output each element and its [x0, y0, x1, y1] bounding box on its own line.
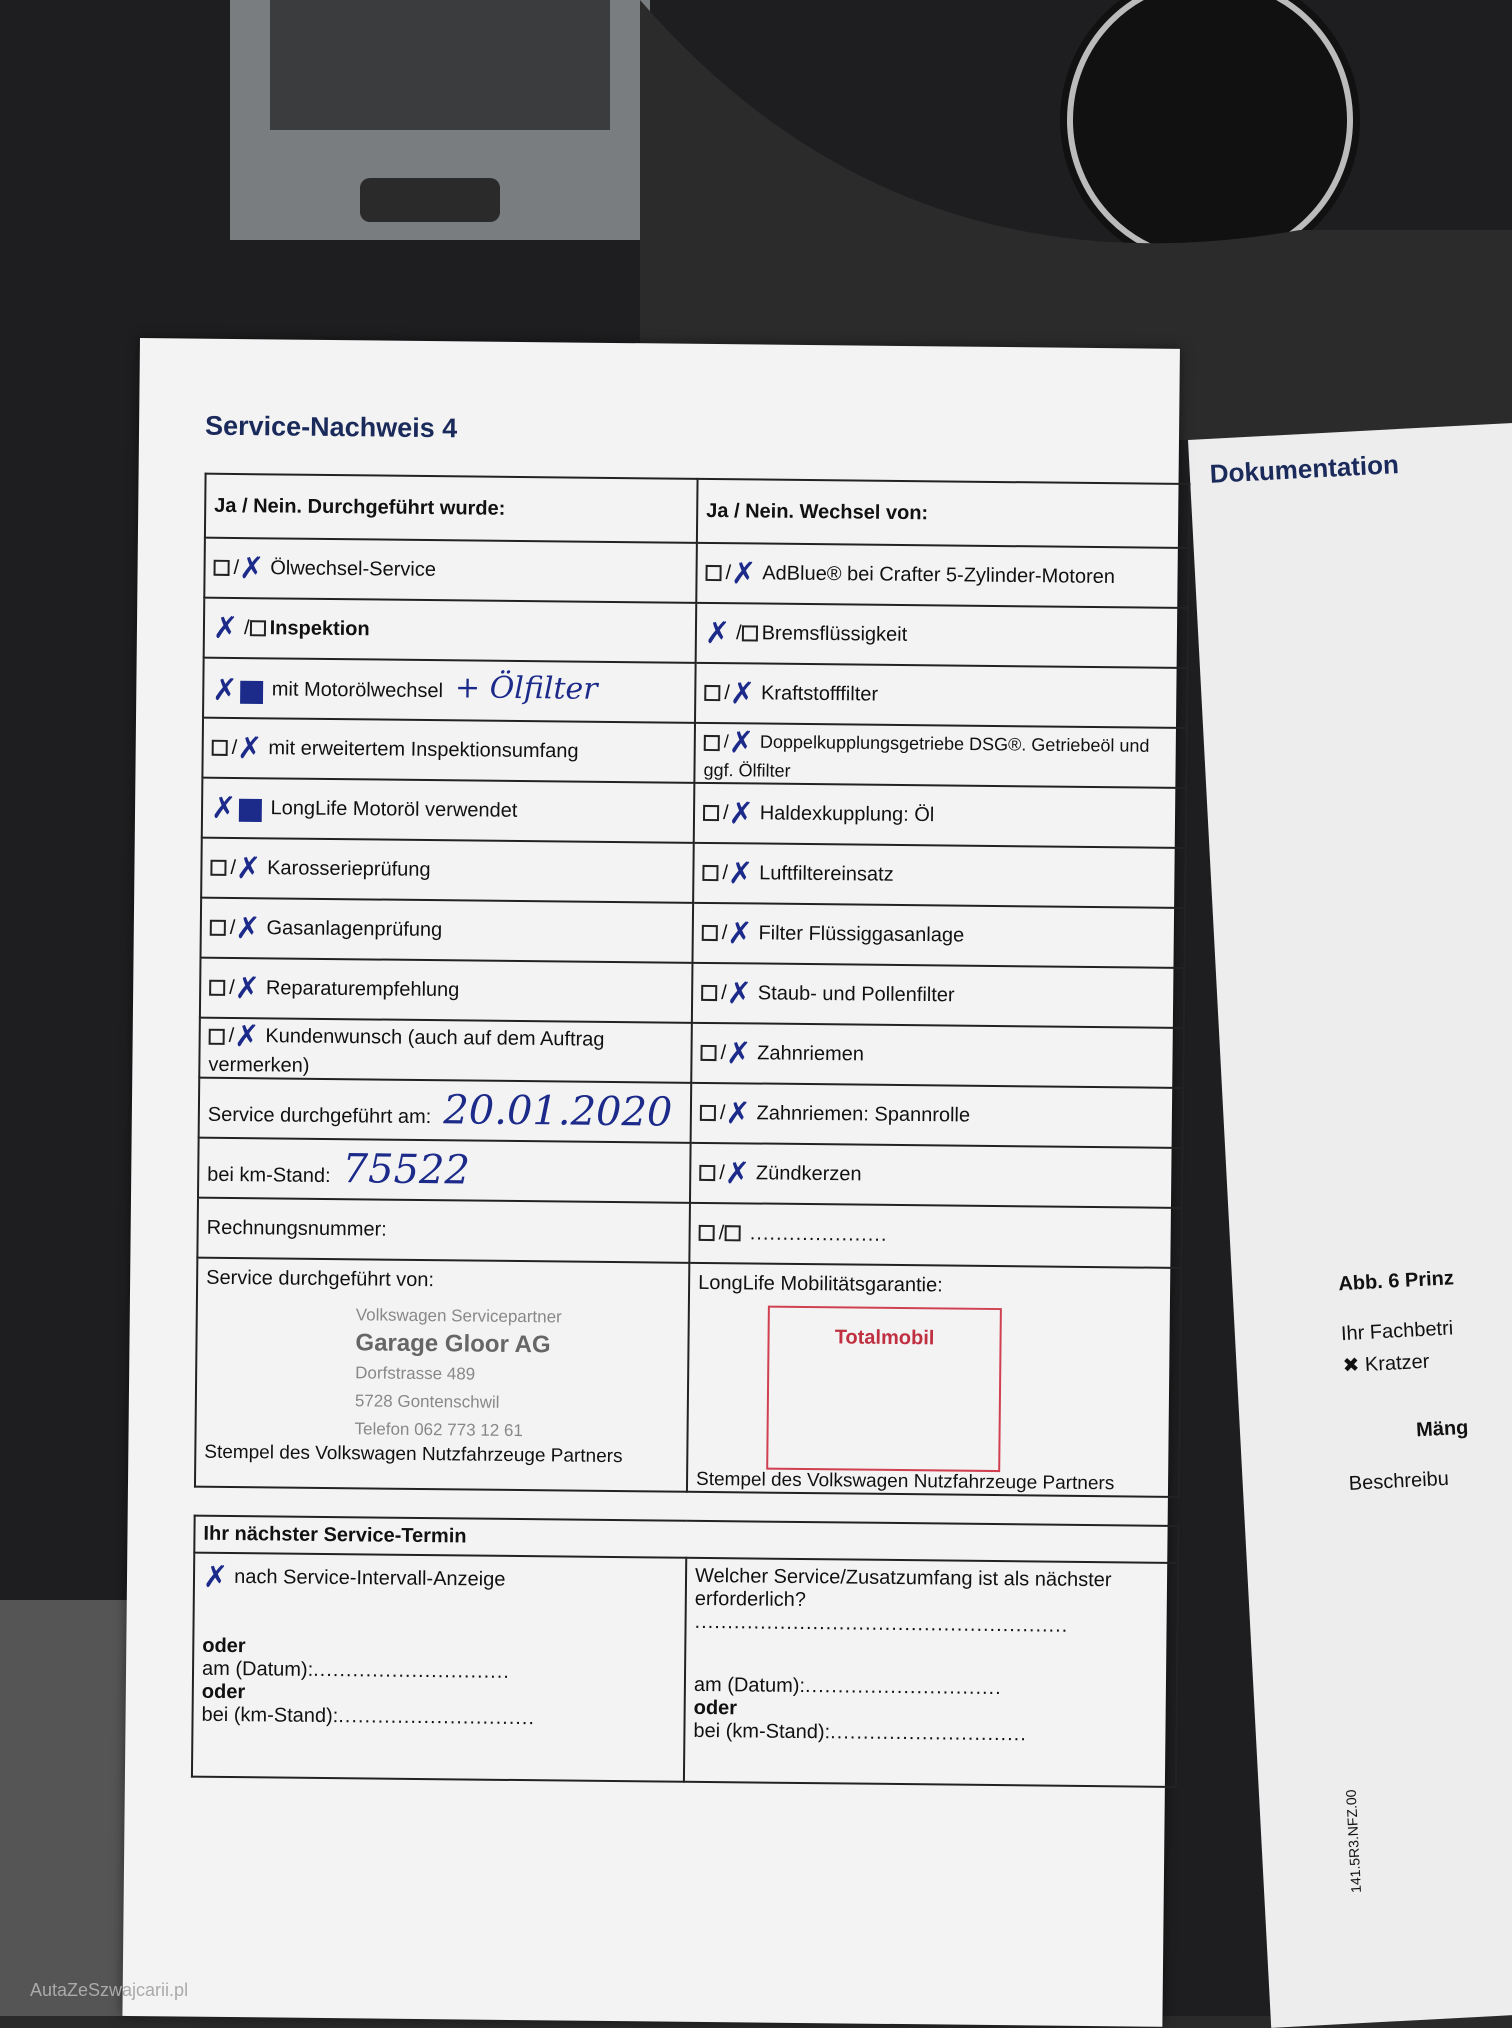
left-row: ✗■ LongLife Motoröl verwendet — [202, 778, 695, 843]
maengel-text: Mäng — [1415, 1416, 1469, 1442]
right-row: /✗ Luftfiltereinsatz — [693, 843, 1186, 908]
longlife-cell: LongLife Mobilitätsgarantie: Totalmobil Stempel des Volkswagen Nutzfahrzeuge Partners — [687, 1263, 1181, 1497]
check-mark-icon: ✗ — [234, 1019, 260, 1055]
check-mark-icon: ✗ — [704, 615, 731, 651]
fachbetrieb-text: Ihr Fachbetri — [1340, 1317, 1454, 1346]
check-mark-icon: ✗ — [725, 1035, 752, 1071]
checkbox-icon — [705, 565, 721, 581]
checkbox-icon — [702, 865, 718, 881]
left-row: /✗ mit erweitertem Inspektionsumfang — [202, 718, 695, 783]
service-booklet-page — [122, 338, 1180, 2027]
check-mark-icon: ✗ — [727, 915, 753, 951]
check-mark-icon: ✗ — [727, 855, 754, 891]
left-row: /✗ Reparaturempfehlung — [200, 958, 693, 1023]
checkbox-icon — [701, 985, 717, 1001]
totalmobil-stamp: Totalmobil — [766, 1306, 1002, 1472]
right-row: /✗ Zahnriemen: Spannrolle — [691, 1083, 1184, 1148]
right-row: /✗ Zündkerzen — [690, 1143, 1183, 1208]
checkbox-icon — [699, 1165, 715, 1181]
check-mark-icon: ✗ — [728, 795, 754, 831]
checkbox-icon — [700, 1045, 716, 1061]
kratzer-text: ✖ Kratzer — [1342, 1350, 1430, 1378]
check-mark-icon: ✗ — [729, 675, 756, 711]
checkbox-icon — [699, 1225, 715, 1241]
check-mark-icon: ✗ — [238, 550, 265, 586]
right-row: ✗ / Bremsflüssigkeit — [696, 603, 1189, 668]
check-mark-icon: ✗ — [235, 850, 262, 886]
handwritten-km: 75522 — [342, 1146, 471, 1194]
check-mark-icon: ✗■ — [212, 672, 266, 708]
checkbox-icon — [209, 980, 225, 996]
right-row: /✗ Kraftstofffilter — [695, 663, 1188, 728]
next-service-title: Ihr nächster Service-Termin — [194, 1516, 1178, 1563]
stamp-footer: Stempel des Volkswagen Nutzfahrzeuge Partners — [695, 1468, 1115, 1495]
beschreibung-text: Beschreibu — [1348, 1467, 1450, 1495]
handwritten-oil-filter: + Ölfilter — [454, 670, 598, 708]
left-row: /✗ Karosserieprüfung — [201, 838, 694, 903]
col1-header: Ja / Nein. Durchgeführt wurde: — [205, 474, 698, 543]
watermark: AutaZeSzwajcarii.pl — [30, 1980, 189, 2000]
check-mark-icon: ✗■ — [210, 790, 265, 826]
checkbox-icon — [210, 860, 226, 876]
check-mark-icon: ✗ — [724, 1155, 751, 1191]
checkbox-icon — [209, 1028, 225, 1044]
check-mark-icon: ✗ — [202, 1559, 229, 1595]
stamp-footer: Stempel des Volkswagen Nutzfahrzeuge Partners — [204, 1441, 623, 1468]
dealer-stamp: Volkswagen Servicepartner Garage Gloor AG Dorfstrasse 489 5728 Gontenschwil Telefon 062 773 12 61 — [354, 1305, 562, 1441]
checkbox-icon — [700, 1105, 716, 1121]
dealer-stamp-cell: Service durchgeführt von: Volkswagen Servicepartner Garage Gloor AG Dorfstrasse 489 5728 Gontenschwil Telefon 062 773 12 61 Stempel des Volkswagen Nutzfahrzeuge Partners — [195, 1258, 689, 1492]
check-mark-icon: ✗ — [725, 1095, 751, 1131]
check-mark-icon: ✗ — [212, 610, 239, 646]
left-row: /✗ Ölwechsel-Service — [204, 538, 697, 603]
checkbox-icon — [703, 805, 719, 821]
page-title: Service-Nachweis 4 — [204, 410, 458, 444]
km-row: bei km-Stand: 75522 — [198, 1138, 691, 1203]
right-row: /✗ Staub- und Pollenfilter — [692, 963, 1185, 1028]
checkbox-icon — [250, 620, 266, 636]
check-mark-icon: ✗ — [726, 975, 753, 1011]
handwritten-date: 20.01.2020 — [443, 1087, 673, 1136]
check-mark-icon: ✗ — [234, 970, 261, 1006]
check-mark-icon: ✗ — [730, 555, 757, 591]
check-mark-icon: ✗ — [235, 910, 261, 946]
next-service-left: ✗ nach Service-Intervall-Anzeige oder am (Datum):.............................. oder bei (km-Stand):.............................. — [192, 1553, 686, 1782]
checkbox-icon — [702, 925, 718, 941]
left-row: ✗■ mit Motorölwechsel + Ölfilter — [203, 658, 696, 723]
checkbox-icon — [210, 920, 226, 936]
col2-header: Ja / Nein. Wechsel von: — [697, 479, 1190, 548]
right-page-title: Dokumentation — [1209, 449, 1400, 489]
checkbox-icon — [724, 1225, 740, 1241]
right-row: /✗ Doppelkupplungsgetriebe DSG®. Getriebeöl und ggf. Ölfilter — [694, 723, 1187, 788]
right-row-empty: / ..................... — [689, 1203, 1182, 1268]
left-row: ✗ / Inspektion — [204, 598, 697, 663]
right-row: /✗ AdBlue® bei Crafter 5-Zylinder-Motoren — [696, 543, 1189, 608]
service-table — [194, 473, 1191, 1498]
doc-code: 141.5R3.NFZ.00 — [1342, 1789, 1365, 1894]
checkbox-icon — [704, 685, 720, 701]
check-mark-icon: ✗ — [728, 725, 755, 761]
checkbox-icon — [742, 625, 758, 641]
next-service-right: Welcher Service/Zusatzumfang ist als nächster erforderlich? ......................................................... am (Datum):.............................. oder bei (km-Stand):.............................. — [684, 1558, 1178, 1787]
invoice-row: Rechnungsnummer: — [197, 1198, 690, 1263]
right-row: /✗ Haldexkupplung: Öl — [694, 783, 1187, 848]
check-mark-icon: ✗ — [237, 730, 263, 766]
left-row: /✗ Gasanlagenprüfung — [201, 898, 694, 963]
checkbox-icon — [214, 560, 230, 576]
left-row: /✗ Kundenwunsch (auch auf dem Auftrag vermerken) — [199, 1018, 692, 1083]
checkbox-icon — [212, 740, 228, 756]
service-date-row: Service durchgeführt am: 20.01.2020 — [199, 1078, 692, 1143]
right-row: /✗ Filter Flüssiggasanlage — [692, 903, 1185, 968]
checkbox-icon — [704, 734, 720, 750]
right-row: /✗ Zahnriemen — [691, 1023, 1184, 1088]
figure-label: Abb. 6 Prinz — [1337, 1267, 1455, 1296]
next-service-table — [191, 1515, 1180, 1788]
